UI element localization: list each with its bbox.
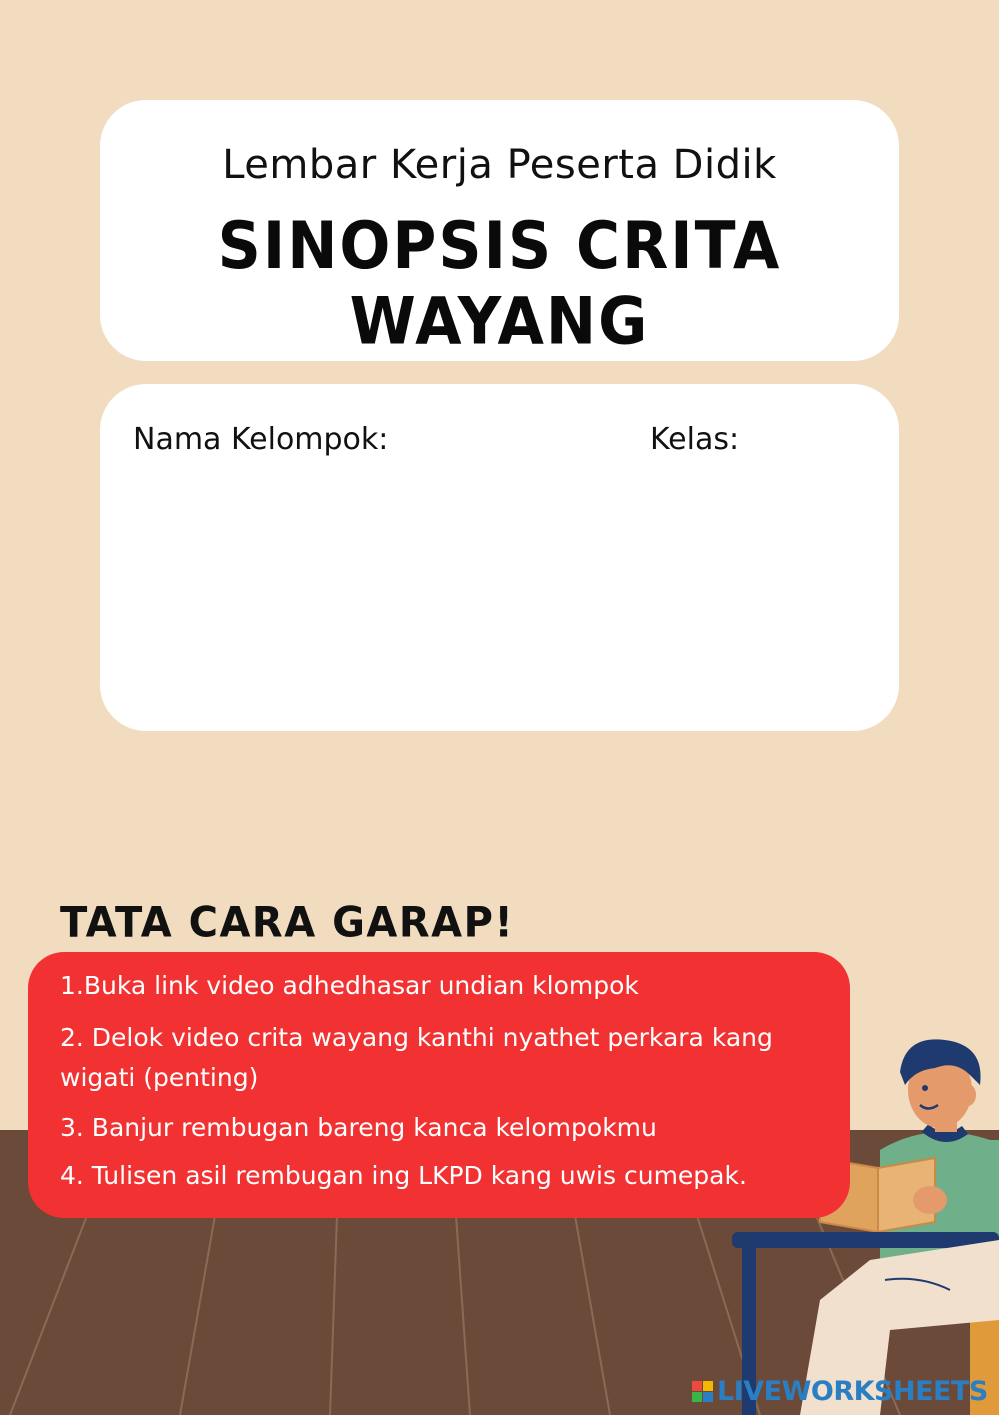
step-item: 4. Tulisen asil rembugan ing LKPD kang uwis cumepak. (60, 1161, 747, 1190)
worksheet-subtitle: Lembar Kerja Peserta Didik (222, 142, 777, 188)
worksheet-title: SINOPSIS CRITA WAYANG (217, 208, 782, 360)
step-item: 1.Buka link video adhedhasar undian klompok (60, 971, 639, 1000)
group-name-label: Nama Kelompok: (133, 422, 389, 457)
step-item: 3. Banjur rembugan bareng kanca kelompokmu (60, 1113, 657, 1142)
group-info-card (100, 384, 899, 731)
class-label: Kelas: (650, 422, 740, 457)
step-item: 2. Delok video crita wayang kanthi nyathet perkara kang wigati (penting) (60, 1023, 773, 1092)
watermark-text: LIVEWORKSHEETS (717, 1375, 988, 1407)
steps-heading: TATA CARA GARAP! (60, 898, 515, 948)
liveworksheets-logo-icon (692, 1381, 713, 1402)
liveworksheets-watermark (692, 1374, 988, 1408)
title-card (100, 100, 899, 361)
steps-box (28, 952, 850, 1218)
